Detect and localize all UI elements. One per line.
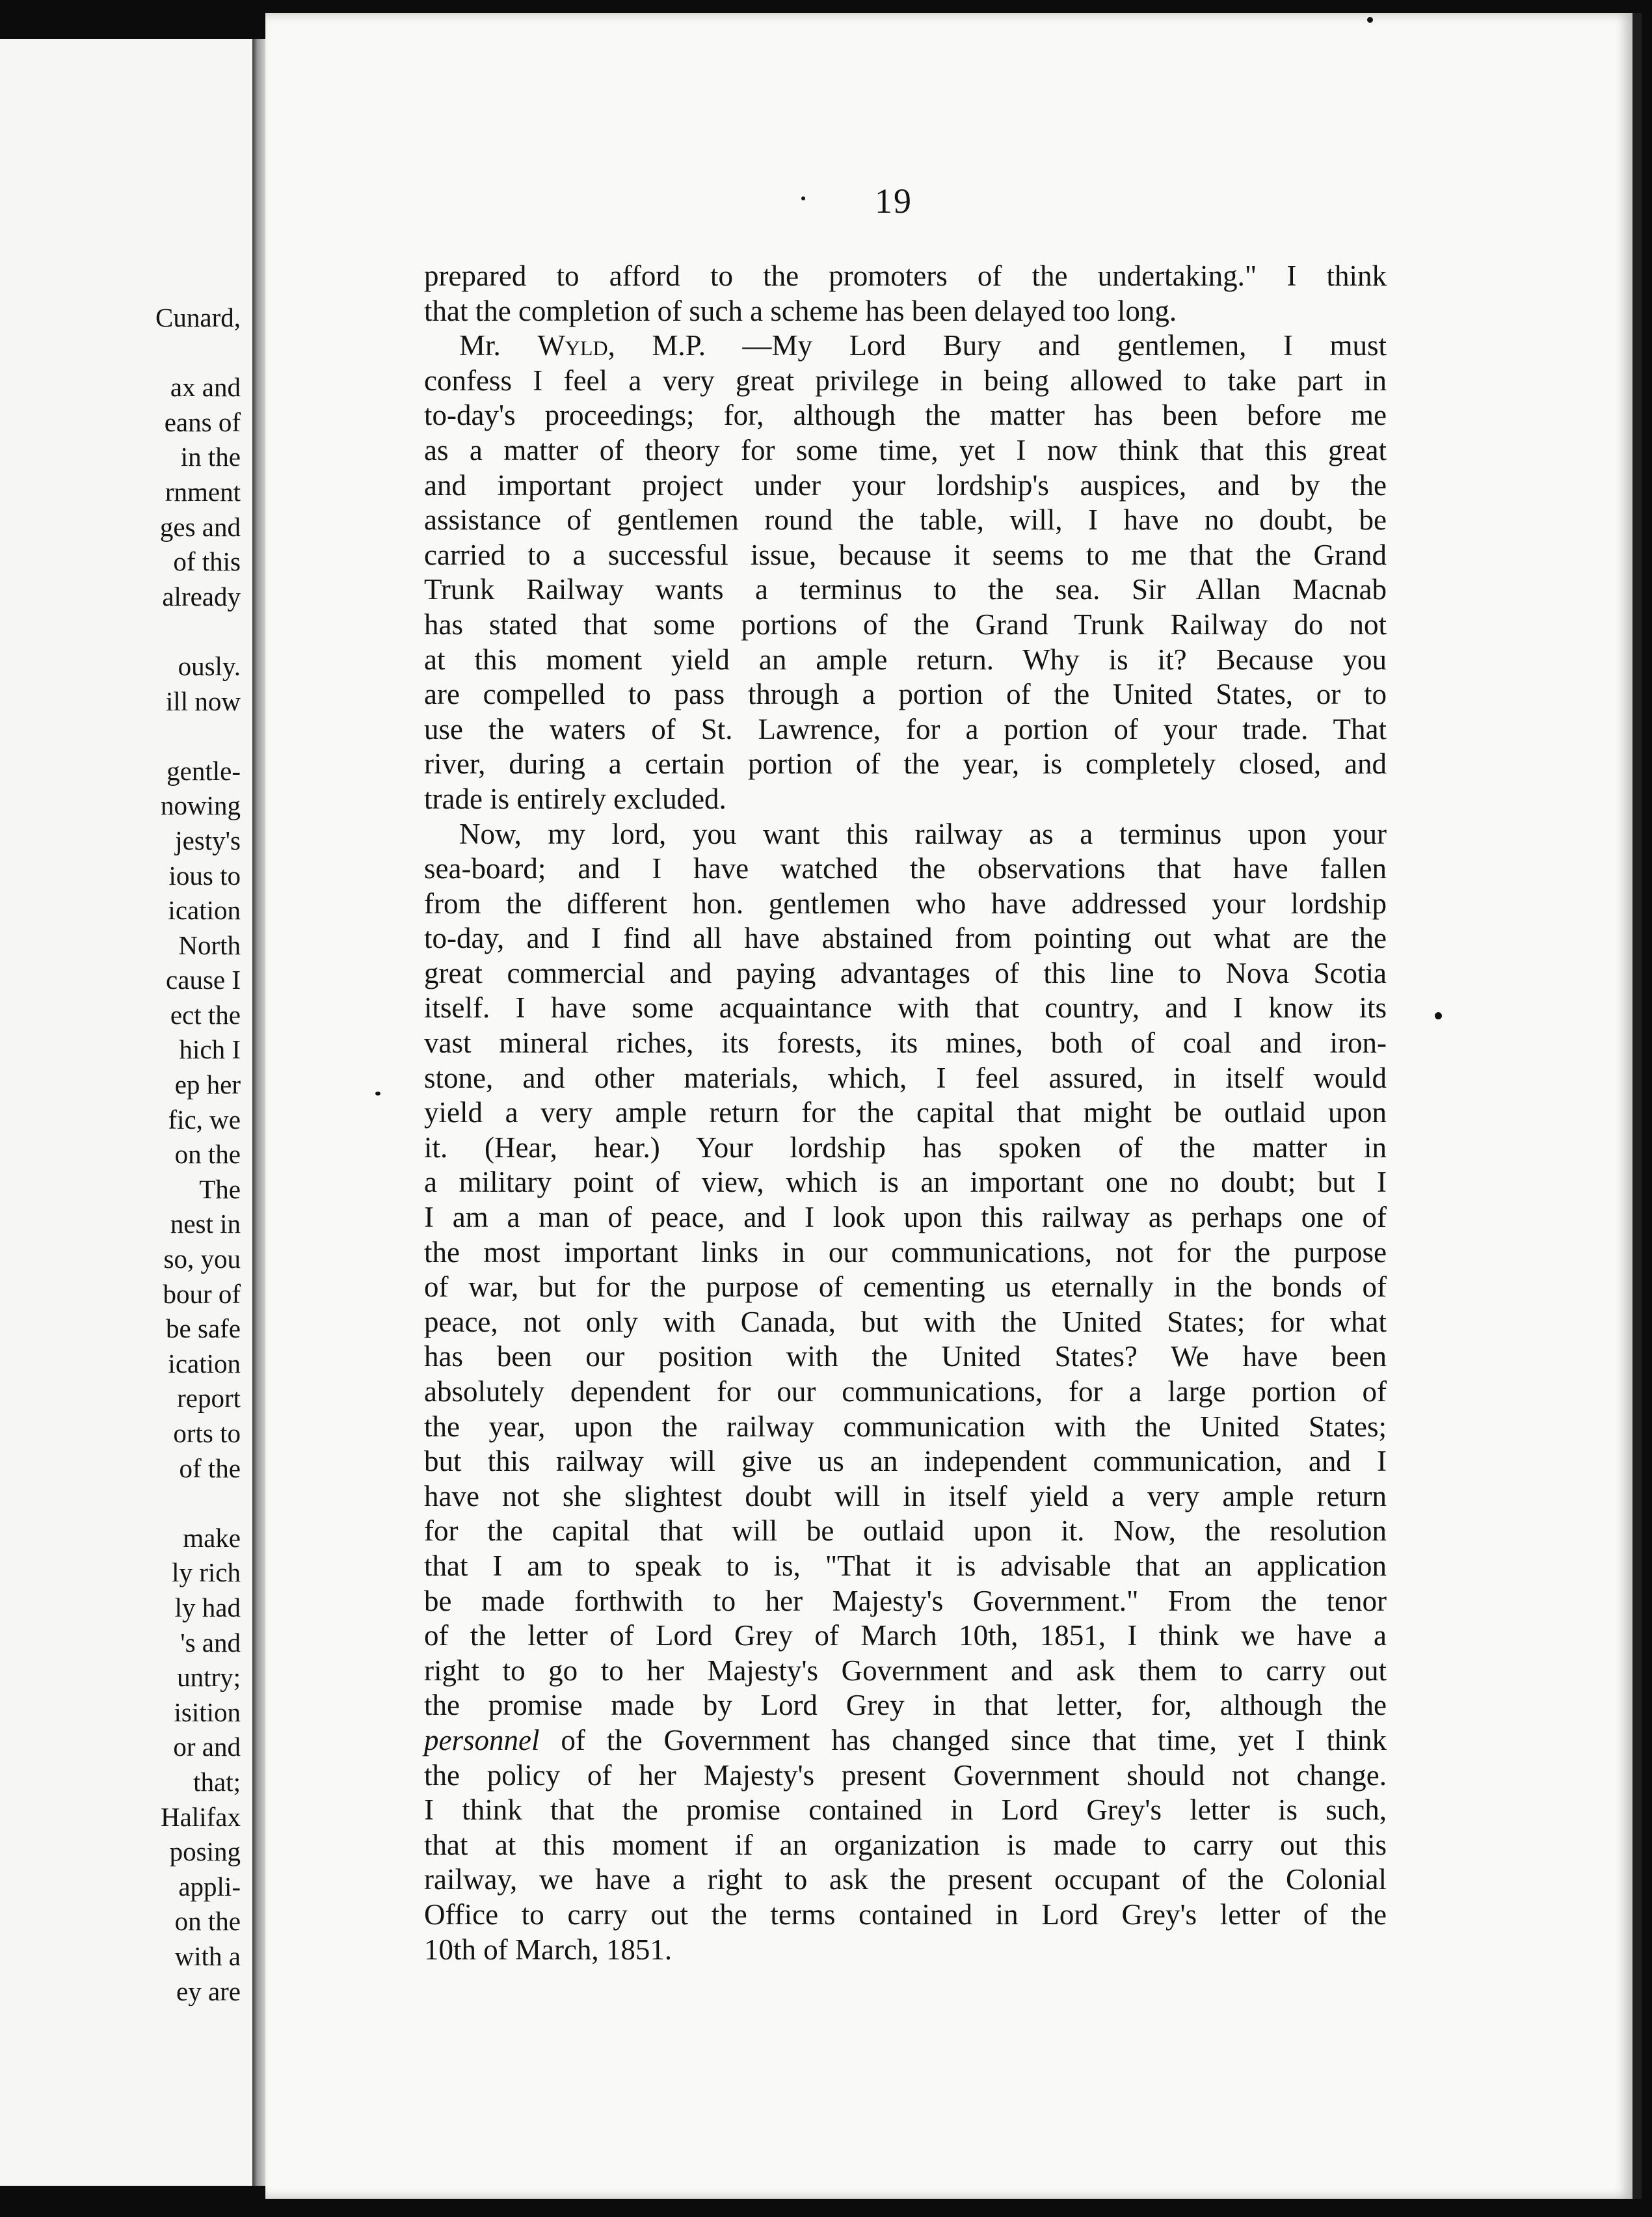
text-line: but this railway will give us an independent communication, and I [424,1445,1387,1478]
facing-page-line: Cunard, [155,302,241,332]
facing-page-line: North [178,930,241,960]
text-line: from the different hon. gentlemen who have addressed your lordship [424,887,1387,920]
facing-page-line: ect the [170,999,241,1030]
facing-page-line: eans of [164,407,241,437]
text-line: have not she slightest doubt will in itself yield a very ample return [424,1479,1387,1512]
facing-page-line: posing [169,1836,241,1867]
text-line: stone, and other materials, which, I feel assured, in itself would [424,1061,1387,1094]
facing-page-line: of this [173,546,241,577]
facing-page-line: be safe [166,1313,241,1344]
facing-page-line: The [199,1174,241,1204]
text-line: I am a man of peace, and I look upon this railway as perhaps one of [424,1201,1387,1234]
facing-page-line: on the [174,1139,241,1170]
facing-page-line: of the [179,1453,241,1483]
facing-page-line: ey are [176,1976,241,2006]
facing-page-line: ep her [174,1069,241,1100]
text-line: right to go to her Majesty's Government and ask them to carry out [424,1654,1387,1687]
body-text [424,259,1387,1967]
text-line: yield a very ample return for the capital that might be outlaid upon [424,1096,1387,1129]
page-number: 19 [875,181,913,221]
facing-page-line: make [183,1522,241,1553]
text-line: at this moment yield an ample return. Why is it? Because you [424,643,1387,676]
facing-page-line: orts to [173,1418,241,1448]
facing-page-line: so, you [163,1244,241,1274]
text-line: has been our position with the United States? We have been [424,1340,1387,1373]
facing-page-line [155,719,241,754]
facing-page-line: fic, we [168,1104,241,1135]
scan-speck [801,196,805,200]
facing-page-line: jesty's [175,825,241,855]
facing-page-line: ges and [159,511,241,542]
facing-page-line: ously. [178,651,241,681]
facing-page-line [155,336,241,371]
italic-line [424,1723,1387,1758]
speaker-line [424,329,1387,364]
text-line: confess I feel a very great privilege in being allowed to take part in [424,364,1387,397]
facing-page-line: already [162,581,241,611]
text-line: be made forthwith to her Majesty's Government." From the tenor [424,1584,1387,1617]
facing-page-line: untry; [177,1662,241,1693]
text-line: the year, upon the railway communication with the United States; [424,1410,1387,1443]
text-line: as a matter of theory for some time, yet I now think that this great [424,433,1387,466]
facing-page-line: ill now [165,686,241,716]
scan-speck [375,1092,380,1095]
facing-page-line: that; [193,1766,241,1797]
text-line: 10th of March, 1851. [424,1933,673,1966]
facing-page-line: gentle- [167,755,241,786]
facing-page-line: cause I [166,965,241,995]
facing-page-line: nowing [161,790,241,821]
text-line: I think that the promise contained in Lord Grey's letter is such, [424,1794,1387,1827]
book-gutter [252,39,265,2186]
text-line: itself. I have some acquaintance with that country, and I know its [424,991,1387,1025]
text-line: trade is entirely excluded. [424,782,726,815]
text-line: of war, but for the purpose of cementing us eternally in the bonds of [424,1270,1387,1304]
facing-page-line: ly rich [172,1557,241,1588]
text-line: that the completion of such a scheme has been delayed too long. [424,294,1177,327]
text-line: that I am to speak to is, "That it is advisable that an application [424,1549,1387,1582]
speaker-suffix: , M.P. [607,329,743,362]
text-line: a military point of view, which is an important one no doubt; but I [424,1166,1387,1199]
facing-page-line: rnment [165,476,241,507]
text-line: are compelled to pass through a portion of the United States, or to [424,678,1387,711]
text-line: absolutely dependent for our communications, for a large portion of [424,1375,1387,1408]
text-line: Trunk Railway wants a terminus to the sea. Sir Allan Macnab [424,573,1387,606]
facing-page-line: in the [180,442,241,472]
text-line: the policy of her Majesty's present Government should not change. [424,1758,1387,1792]
text-line: it. (Hear, hear.) Your lordship has spoken of the matter in [424,1131,1387,1164]
speaker-name: Wyld [537,329,608,362]
facing-page-text [155,301,241,2009]
text-line: assistance of gentlemen round the table, will, I have no doubt, be [424,504,1387,537]
facing-page-line: ly had [174,1592,241,1622]
text-line: carried to a successful issue, because it seems to me that the Grand [424,538,1387,571]
text-line: the promise made by Lord Grey in that letter, for, although the [424,1689,1387,1722]
text-line: vast mineral riches, its forests, its mines, both of coal and iron- [424,1027,1387,1060]
text-line: to-day's proceedings; for, although the matter has been before me [424,399,1387,432]
text-line: that at this moment if an organization is made to carry out this [424,1828,1387,1861]
text-line: peace, not only with Canada, but with the United States; for what [424,1305,1387,1338]
facing-page-line: appli- [178,1871,241,1901]
facing-page-line: hich I [179,1034,241,1065]
facing-page-line: isition [174,1697,241,1727]
facing-page-line: report [177,1383,241,1414]
text-line: Office to carry out the terms contained in Lord Grey's letter of the [424,1898,1387,1931]
facing-page-line: on the [174,1906,241,1937]
text-line: sea-board; and I have watched the observations that have fallen [424,852,1387,885]
speaker-text: —My Lord Bury and gentlemen, I must [742,329,1387,362]
speaker-prefix: Mr. [459,329,538,362]
facing-page-line [155,1486,241,1521]
text-line: great commercial and paying advantages of this line to Nova Scotia [424,956,1387,989]
facing-page-line [155,614,241,649]
text-line: river, during a certain portion of the year, is completely closed, and [424,747,1387,781]
italic-line-text: of the Government has changed since that time, yet I think [561,1723,1387,1756]
facing-page-line: nest in [170,1209,241,1239]
scan-speck [1367,17,1373,23]
facing-page [0,39,256,2186]
text-line: Now, my lord, you want this railway as a terminus upon your [459,817,1387,850]
text-line: of the letter of Lord Grey of March 10th, 1851, I think we have a [424,1619,1387,1652]
facing-page-line: ication [168,1348,241,1378]
facing-page-line: ax and [170,372,241,403]
facing-page-line: or and [173,1732,241,1762]
text-line: to-day, and I find all have abstained from pointing out what are the [424,922,1387,955]
text-line: use the waters of St. Lawrence, for a portion of your trade. That [424,712,1387,746]
italic-word: personnel [424,1723,540,1756]
text-line: railway, we have a right to ask the present occupant of the Colonial [424,1863,1387,1896]
facing-page-line: Halifax [161,1801,241,1832]
facing-page-line: with a [174,1941,241,1971]
scan-speck [1435,1012,1442,1019]
text-line: has stated that some portions of the Grand Trunk Railway do not [424,608,1387,641]
facing-page-line: bour of [163,1278,241,1309]
facing-page-line: ious to [168,860,241,891]
facing-page-line: ication [168,895,241,926]
text-line: and important project under your lordship's auspices, and by the [424,468,1387,502]
text-line: for the capital that will be outlaid upon it. Now, the resolution [424,1514,1387,1548]
text-line: the most important links in our communications, not for the purpose [424,1235,1387,1269]
facing-page-line: 's and [180,1627,241,1658]
text-line: prepared to afford to the promoters of the undertaking." I think [424,260,1387,292]
